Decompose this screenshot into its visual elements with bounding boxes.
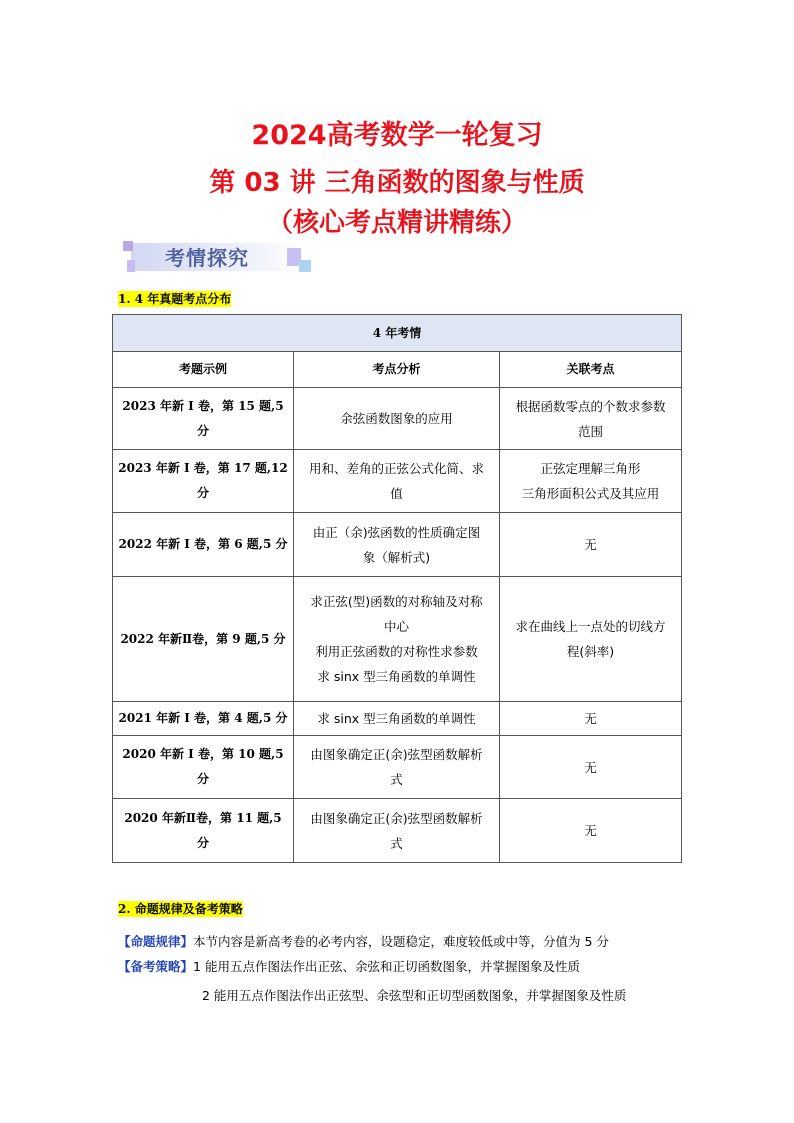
column-header: 关联考点 <box>500 352 682 388</box>
cell-line: 2020 年新 I 卷，第 10 题,5 <box>122 747 284 761</box>
cell-line: 无 <box>584 759 597 775</box>
analysis-cell <box>294 799 500 863</box>
table-row <box>113 577 682 702</box>
banner-decor-square <box>127 260 135 272</box>
cell-line: 式 <box>390 772 403 787</box>
section-heading-distribution: 1. 4 年真题考点分布 <box>118 292 232 306</box>
cell-line: 2021 年新 I 卷，第 4 题,5 分 <box>118 711 288 725</box>
cell-line: 求在曲线上一点处的切线方 <box>515 619 666 634</box>
cell-line: 用和、差角的正弦公式化简、求 <box>308 461 484 476</box>
cell-line: 求 sinx 型三角函数的单调性 <box>317 669 476 684</box>
doc-title: 2024高考数学一轮复习 <box>251 120 543 151</box>
cell-line: 利用正弦函数的对称性求参数 <box>315 644 478 659</box>
exam-example-cell <box>113 736 294 799</box>
cell-line: 值 <box>390 486 403 501</box>
lecture-title: 第 03 讲 三角函数的图象与性质 <box>209 168 585 198</box>
cell-line: 三角形面积公式及其应用 <box>521 486 660 501</box>
table-row <box>113 388 682 450</box>
analysis-cell <box>294 577 500 702</box>
section-heading-strategy: 2. 命题规律及备考策略 <box>118 902 243 916</box>
cell-line: 求 sinx 型三角函数的单调性 <box>317 711 476 726</box>
column-header: 考点分析 <box>294 352 500 388</box>
rule-tag: 【命题规律】 <box>118 934 194 949</box>
analysis-cell <box>294 513 500 577</box>
column-header: 考题示例 <box>113 352 294 388</box>
related-point-cell <box>500 577 682 702</box>
exam-example-cell <box>113 388 294 450</box>
cell-line: 象（解析式) <box>362 549 431 565</box>
table-row <box>113 702 682 736</box>
cell-line: 由图象确定正(余)弦型函数解析 <box>310 810 483 826</box>
analysis-cell <box>294 736 500 799</box>
cell-line: 2022 年新Ⅱ卷，第 9 题,5 分 <box>120 631 286 646</box>
exam-example-cell <box>113 513 294 577</box>
table-row <box>113 799 682 863</box>
table-row <box>113 513 682 577</box>
related-point-cell <box>500 736 682 799</box>
table-row <box>113 736 682 799</box>
related-point-cell <box>500 799 682 863</box>
exam-points-table <box>112 314 682 863</box>
analysis-cell <box>294 388 500 450</box>
banner-label: 考情探究 <box>165 246 249 270</box>
related-point-cell <box>500 513 682 577</box>
cell-line: 分 <box>196 423 209 438</box>
table-caption: 4 年考情 <box>113 315 682 352</box>
rule-text: 本节内容是新高考卷的必考内容，设题稳定，难度较低或中等，分值为 5 分 <box>193 934 609 949</box>
cell-line: 2020 年新Ⅱ卷，第 11 题,5 <box>124 810 282 825</box>
rule-paragraph <box>118 934 609 950</box>
strategy-item-2: 2 能用五点作图法作出正弦型、余弦型和正切型函数图象，并掌握图象及性质 <box>202 988 627 1003</box>
analysis-cell <box>294 450 500 513</box>
banner-decor-square <box>299 260 311 272</box>
cell-line: 分 <box>196 772 209 786</box>
cell-line: 范围 <box>578 423 604 439</box>
strategy-tag: 【备考策略】 <box>118 959 194 974</box>
cell-line: 程(斜率) <box>566 644 615 659</box>
lecture-subtitle: （核心考点精讲精练） <box>266 208 527 238</box>
exam-example-cell <box>113 577 294 702</box>
cell-line: 无 <box>584 537 597 552</box>
cell-line: 根据函数零点的个数求参数 <box>515 398 666 414</box>
cell-line: 式 <box>390 835 403 851</box>
cell-line: 由正（余)弦函数的性质确定图 <box>312 524 481 540</box>
analysis-cell <box>294 702 500 736</box>
cell-line: 分 <box>196 486 209 500</box>
cell-line: 由图象确定正(余)弦型函数解析 <box>310 747 483 762</box>
cell-line: 中心 <box>383 619 409 634</box>
cell-line: 无 <box>584 823 597 838</box>
cell-line: 分 <box>196 835 209 850</box>
cell-line: 2023 年新 I 卷，第 17 题,12 <box>118 461 288 475</box>
banner-decor-square <box>123 241 133 251</box>
cell-line: 无 <box>584 711 597 726</box>
section-banner <box>123 238 308 278</box>
cell-line: 正弦定理解三角形 <box>540 461 641 476</box>
cell-line: 2023 年新 I 卷，第 15 题,5 <box>122 398 284 413</box>
related-point-cell <box>500 388 682 450</box>
exam-example-cell <box>113 450 294 513</box>
strategy-paragraph <box>118 959 580 975</box>
cell-line: 求正弦(型)函数的对称轴及对称 <box>310 594 483 609</box>
table-row <box>113 450 682 513</box>
strategy-item-1: 1 能用五点作图法作出正弦、余弦和正切函数图象，并掌握图象及性质 <box>193 959 580 974</box>
related-point-cell <box>500 450 682 513</box>
cell-line: 余弦函数图象的应用 <box>340 411 453 426</box>
exam-example-cell <box>113 799 294 863</box>
cell-line: 2022 年新 I 卷，第 6 题,5 分 <box>118 537 288 551</box>
exam-example-cell <box>113 702 294 736</box>
related-point-cell <box>500 702 682 736</box>
